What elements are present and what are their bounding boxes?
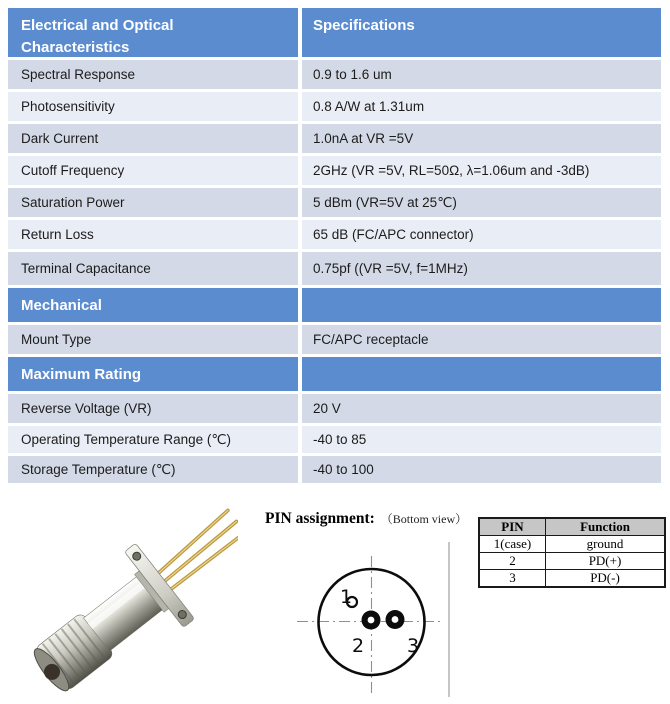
spec-row-value: 20 V [302, 394, 661, 423]
pin-diagram [280, 540, 472, 704]
spec-row-label: Return Loss [8, 220, 298, 249]
function-cell: PD(-) [546, 570, 666, 588]
pin-table-header-pin: PIN [479, 518, 546, 536]
spec-row-value: 2GHz (VR =5V, RL=50Ω, λ=1.06um and -3dB) [302, 156, 661, 185]
pin2-marker-center [368, 617, 375, 624]
spec-row-dark-current [8, 124, 661, 153]
spec-row-label: Cutoff Frequency [8, 156, 298, 185]
spec-row-value: 65 dB (FC/APC connector) [302, 220, 661, 249]
pin2-label: 2 [352, 635, 365, 657]
function-cell: PD(+) [546, 553, 666, 570]
section-header-maximum-rating [8, 357, 661, 391]
pin-table-row [479, 536, 665, 553]
pin-bottom-view-drawing [280, 540, 472, 702]
section-header-mechanical [8, 288, 661, 322]
spec-row-value: -40 to 100 [302, 456, 661, 483]
spec-row-value: 5 dBm (VR=5V at 25℃) [302, 188, 661, 217]
spec-row-value: 0.9 to 1.6 um [302, 60, 661, 89]
spec-row-value: -40 to 85 [302, 426, 661, 453]
pin-table-header-row [479, 518, 665, 536]
spec-row-label: Storage Temperature (℃) [8, 456, 298, 483]
spec-header-characteristics: Electrical and Optical Characteristics [8, 8, 298, 57]
spec-row-label: Dark Current [8, 124, 298, 153]
fc-apc-receptacle-illustration [26, 506, 238, 704]
spec-header-specifications: Specifications [302, 8, 661, 57]
spec-row-reverse-voltage [8, 394, 661, 423]
function-cell: ground [546, 536, 666, 553]
spec-row-value: 1.0nA at VR =5V [302, 124, 661, 153]
section-spacer [302, 357, 661, 391]
spec-row-label: Spectral Response [8, 60, 298, 89]
spec-row-label: Operating Temperature Range (℃) [8, 426, 298, 453]
spec-row-mount-type [8, 325, 661, 354]
spec-row-operating-temperature [8, 426, 661, 453]
pin-table-header-function: Function [546, 518, 666, 536]
spec-row-storage-temperature [8, 456, 661, 483]
spec-row-value: 0.8 A/W at 1.31um [302, 92, 661, 121]
pin-assignment-subtitle: （Bottom view） [380, 512, 468, 526]
pin3-marker-center [392, 616, 399, 623]
spec-table-header-row [8, 8, 661, 57]
spec-row-label: Reverse Voltage (VR) [8, 394, 298, 423]
spec-row-photosensitivity [8, 92, 661, 121]
pin-assignment-title: PIN assignment: [265, 510, 375, 527]
pin-table-row [479, 570, 665, 588]
spec-row-terminal-capacitance [8, 252, 661, 285]
pin1-label: 1 [340, 586, 353, 608]
section-title: Maximum Rating [8, 357, 298, 391]
spec-row-value: 0.75pf ((VR =5V, f=1MHz) [302, 252, 661, 285]
pin-assignment-heading [265, 510, 467, 528]
spec-row-return-loss [8, 220, 661, 249]
spec-row-label: Mount Type [8, 325, 298, 354]
pin3-label: 3 [407, 635, 420, 657]
spec-row-label: Saturation Power [8, 188, 298, 217]
pin-cell: 3 [479, 570, 546, 588]
pin-function-table [478, 517, 666, 588]
spec-row-label: Terminal Capacitance [8, 252, 298, 285]
spec-table [8, 8, 661, 486]
component-photo [26, 506, 238, 704]
pin-cell: 2 [479, 553, 546, 570]
pin-cell: 1(case) [479, 536, 546, 553]
pin-table-row [479, 553, 665, 570]
section-title: Mechanical [8, 288, 298, 322]
section-spacer [302, 288, 661, 322]
spec-row-value: FC/APC receptacle [302, 325, 661, 354]
spec-row-cutoff-frequency [8, 156, 661, 185]
spec-row-label: Photosensitivity [8, 92, 298, 121]
spec-row-spectral-response [8, 60, 661, 89]
spec-row-saturation-power [8, 188, 661, 217]
